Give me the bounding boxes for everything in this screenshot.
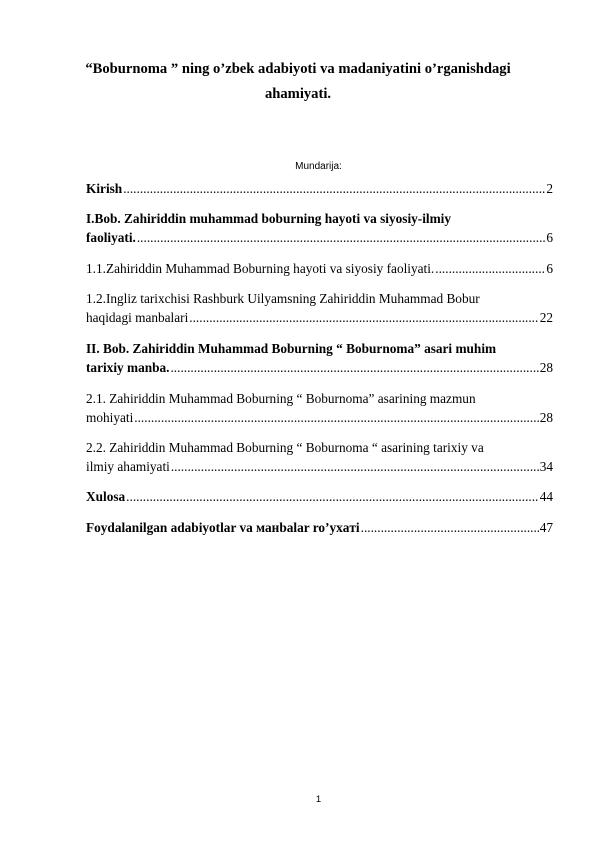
toc-page-number: 47 bbox=[539, 520, 553, 535]
toc-dot-leader bbox=[435, 259, 545, 278]
toc-dot-leader bbox=[134, 408, 538, 427]
toc-entry-title-line-1: I.Bob. Zahiriddin muhammad boburning hayoti va siyosiy-ilmiy bbox=[86, 211, 452, 226]
toc-dot-leader bbox=[171, 457, 539, 476]
toc-page-number: 28 bbox=[539, 410, 553, 425]
toc-page-number: 6 bbox=[546, 230, 553, 245]
toc-entry-chapter-2[interactable] bbox=[86, 339, 553, 377]
toc-entry-kirish[interactable] bbox=[86, 179, 553, 198]
toc-entry-title-line-1: II. Bob. Zahiriddin Muhammad Boburning “ Boburnoma” asari muhim bbox=[86, 341, 497, 356]
toc-page-number: 2 bbox=[546, 181, 553, 196]
toc-page-number: 28 bbox=[539, 360, 553, 375]
document-title bbox=[84, 57, 512, 107]
toc-page-number: 22 bbox=[539, 310, 553, 325]
toc-page-number: 34 bbox=[539, 459, 553, 474]
toc-entry-title-line-1: 1.2.Ingliz tarixchisi Rashburk Uilyamsning Zahiriddin Muhammad Bobur bbox=[86, 291, 480, 306]
toc-dot-leader bbox=[361, 518, 539, 537]
toc-entry-title: Kirish bbox=[86, 181, 123, 196]
toc-dot-leader bbox=[170, 358, 538, 377]
toc-entry-section-1-1[interactable] bbox=[86, 259, 553, 278]
toc-heading: Mundarija: bbox=[295, 161, 342, 172]
toc-entry-title-line-1: 2.2. Zahiriddin Muhammad Boburning “ Boburnoma “ asarining tarixiy va bbox=[86, 440, 484, 455]
toc-dot-leader bbox=[126, 487, 539, 506]
toc-entry-title: ilmiy ahamiyati bbox=[86, 459, 170, 474]
toc-entry-section-2-2[interactable] bbox=[86, 438, 553, 476]
toc-entry-xulosa[interactable] bbox=[86, 487, 553, 506]
toc-entry-chapter-1[interactable] bbox=[86, 209, 553, 247]
toc-entry-title-line-1: 2.1. Zahiriddin Muhammad Boburning “ Boburnoma” asarining mazmun bbox=[86, 391, 476, 406]
toc-entry-title: Xulosa bbox=[86, 489, 126, 504]
toc-entry-title: Foydalanilgan adabiyotlar va манbalar ro’yxaтi bbox=[86, 520, 360, 535]
toc-entry-title: tarixiy manba. bbox=[86, 360, 170, 375]
toc-dot-leader bbox=[189, 308, 538, 327]
document-title-line-2: ahamiyati. bbox=[264, 86, 332, 102]
toc-entry-section-2-1[interactable] bbox=[86, 389, 553, 427]
toc-page-number: 44 bbox=[539, 489, 553, 504]
document-title-line-1: “Boburnoma ” ning o’zbek adabiyoti va madaniyatini o’rganishdagi bbox=[85, 61, 511, 77]
toc-entry-references[interactable] bbox=[86, 518, 553, 537]
toc-entry-title: mohiyati bbox=[86, 410, 134, 425]
toc-entry-title: 1.1.Zahiriddin Muhammad Boburning hayoti va siyosiy faoliyati. bbox=[86, 261, 435, 276]
toc-page-number: 6 bbox=[546, 261, 553, 276]
toc-dot-leader bbox=[123, 179, 545, 198]
toc-entry-section-1-2[interactable] bbox=[86, 289, 553, 327]
toc-entry-title: haqidagi manbalari bbox=[86, 310, 189, 325]
toc-dot-leader bbox=[137, 228, 545, 247]
page-number: 1 bbox=[315, 794, 322, 805]
toc-entry-title: faoliyati. bbox=[86, 230, 136, 245]
